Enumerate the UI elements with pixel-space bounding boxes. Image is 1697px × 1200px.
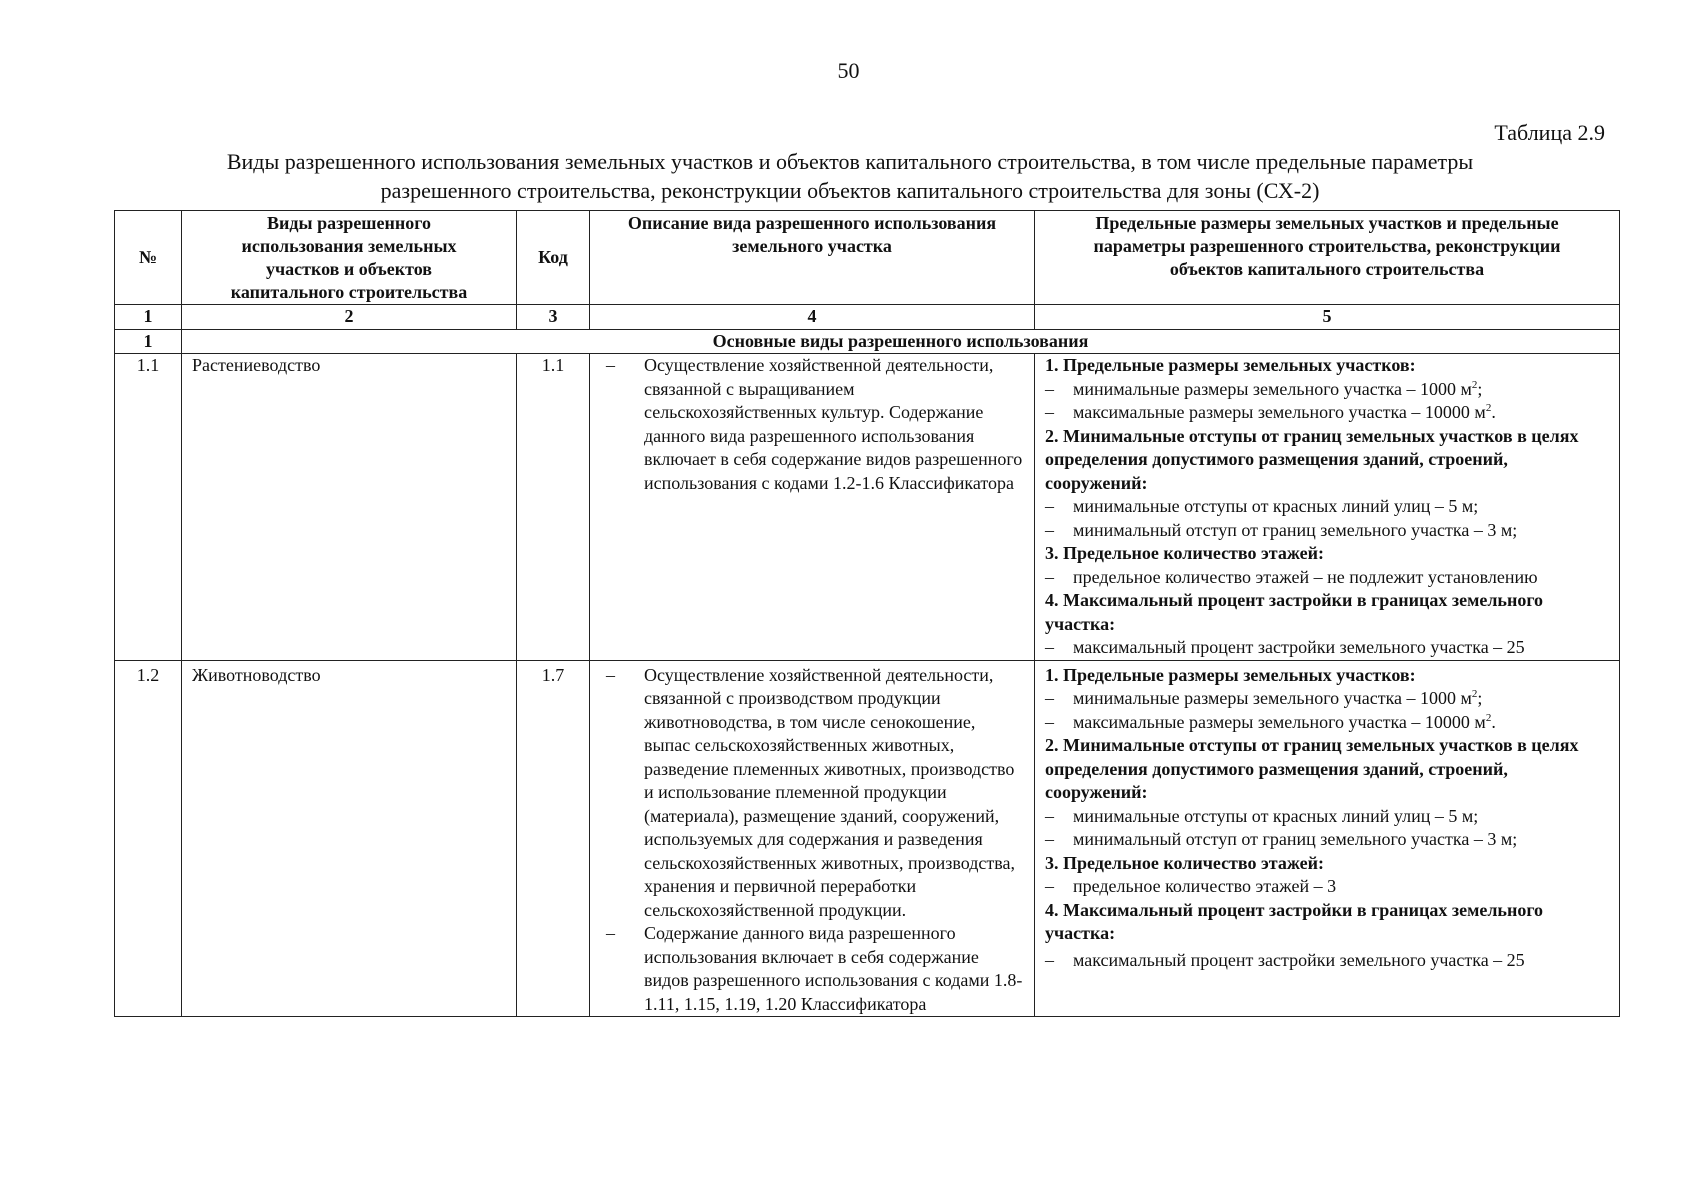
description-text: Осуществление хозяйственной деятельности, связанной с производством продукции животноводства, в том числе сенокошение, выпас сельскохозяйственных животных, разведение племенных животных, производство и использование племенной продукции (материала), размещение зданий, сооружений, используемых для содержания и разведения сельскохозяйственных животных, производства, хранения и первичной переработки сельскохозяйственной продукции. [644,664,1015,920]
column-number: 2 [182,305,517,330]
limit-item [1045,875,1609,899]
limit-item [1045,495,1609,519]
limit-item [1045,687,1609,711]
dash: – [1045,688,1054,708]
description-text: Осуществление хозяйственной деятельности, связанной с выращиванием сельскохозяйственных культур. Содержание данного вида разрешенного использования включает в себя содержание видов разрешенного использования с кодами 1.2-1.6 Классификатора [644,355,1023,493]
table-row [115,354,1620,661]
caption-line-1: Виды разрешенного использования земельных участков и объектов капитального строительства, в том числе предельные параметры [226,149,1474,174]
row-description [590,660,1035,1017]
page-number: 50 [837,58,860,83]
description-item [600,922,1024,1016]
dash: – [606,923,615,943]
row-name: Животноводство [182,660,517,1017]
section-title: Основные виды разрешенного использования [182,329,1620,354]
limit-item [1045,519,1609,543]
description-item [600,354,1024,495]
header-description: Описание вида разрешенного использования земельного участка [590,211,1035,305]
column-number: 5 [1035,305,1620,330]
limit-text-end: ; [1477,378,1483,399]
limit-heading: 4. Максимальный процент застройки в границах земельного участка: [1045,899,1544,943]
description-text: Содержание данного вида разрешенного использования включает в себя содержание видов разрешенного использования с кодами 1.8-1.11, 1.15, 1.19, 1.20 Классификатора [644,923,1023,1014]
column-number: 3 [517,305,590,330]
dash: – [1045,876,1054,896]
row-limits [1035,354,1620,661]
limit-text-main: максимальные размеры земельного участка – 10000 м [1073,402,1486,422]
row-num: 1.2 [115,660,182,1017]
section-num: 1 [115,329,182,354]
column-number: 1 [115,305,182,330]
column-number-row [115,305,1620,330]
row-name: Растениеводство [182,354,517,661]
limit-text-main: минимальные размеры земельного участка – 1000 м [1073,378,1472,399]
dash: – [1045,566,1054,587]
limit-text [1073,401,1496,425]
header-types: Виды разрешенного использования земельных участков и объектов капитального строительства [182,211,517,305]
caption-line-2: разрешенного строительства, реконструкции объектов капитального строительства для зоны (СХ-2) [380,178,1320,203]
limit-heading: 2. Минимальные отступы от границ земельных участков в целях определения допустимого размещения зданий, строений, сооружений: [1045,735,1579,802]
header-row [115,211,1620,305]
limit-text-main: максимальные размеры земельного участка – 10000 м [1073,711,1486,732]
limit-text: максимальный процент застройки земельного участка – 25 [1073,637,1525,657]
superscript: 2 [1471,378,1478,391]
limit-heading: 2. Минимальные отступы от границ земельных участков в целях определения допустимого размещения зданий, строений, сооружений: [1045,425,1579,493]
column-number: 4 [590,305,1035,330]
limit-item [1045,401,1609,425]
limit-text-end: ; [1477,688,1483,708]
limit-item [1045,636,1609,660]
row-description [590,354,1035,661]
limit-text [1073,687,1482,711]
limit-text: минимальные отступы от красных линий улиц – 5 м; [1073,496,1479,516]
description-item [600,664,1024,923]
dash: – [1045,402,1054,422]
table-caption [120,147,1580,205]
limit-heading: 3. Предельное количество этажей: [1045,852,1324,873]
limit-text [1073,378,1482,402]
row-code: 1.7 [517,660,590,1017]
limit-text: минимальный отступ от границ земельного участка – 3 м; [1073,519,1518,540]
section-row [115,329,1620,354]
limit-item [1045,805,1609,829]
permitted-use-table [114,210,1620,1017]
table-label: Таблица 2.9 [1494,120,1605,145]
table-row [115,660,1620,1017]
limit-text-end: . [1491,711,1496,732]
limit-text: минимальные отступы от красных линий улиц – 5 м; [1073,805,1479,826]
limit-text: предельное количество этажей – 3 [1073,876,1337,896]
limit-text: максимальный процент застройки земельного участка – 25 [1073,949,1525,970]
header-limits: Предельные размеры земельных участков и предельные параметры разрешенного строительства, реконструкции объектов капитального строительства [1035,211,1620,305]
limit-heading: 1. Предельные размеры земельных участков: [1045,355,1416,375]
header-code: Код [517,211,590,305]
row-limits [1035,660,1620,1017]
limit-heading: 1. Предельные размеры земельных участков: [1045,664,1416,685]
dash: – [1045,378,1054,399]
limit-text-main: минимальные размеры земельного участка – 1000 м [1073,688,1472,708]
dash: – [606,355,615,375]
dash: – [1045,637,1054,657]
limit-text [1073,711,1496,735]
limit-item [1045,949,1609,973]
header-num: № [115,211,182,305]
limit-item [1045,828,1609,852]
dash: – [1045,519,1054,540]
dash: – [1045,829,1054,849]
limit-heading: 4. Максимальный процент застройки в границах земельного участка: [1045,590,1544,634]
superscript: 2 [1485,711,1492,724]
limit-item [1045,711,1609,735]
limit-item [1045,566,1609,590]
dash: – [1045,949,1054,970]
dash: – [1045,496,1054,516]
row-num: 1.1 [115,354,182,661]
superscript: 2 [1471,688,1478,700]
limit-heading: 3. Предельное количество этажей: [1045,543,1324,563]
dash: – [1045,711,1054,732]
limit-text-end: . [1491,402,1496,422]
limit-text: минимальный отступ от границ земельного участка – 3 м; [1073,829,1518,849]
limit-text: предельное количество этажей – не подлежит установлению [1073,566,1538,587]
dash: – [1045,805,1054,826]
limit-item [1045,378,1609,402]
dash: – [606,664,615,685]
superscript: 2 [1485,402,1492,414]
row-code: 1.1 [517,354,590,661]
